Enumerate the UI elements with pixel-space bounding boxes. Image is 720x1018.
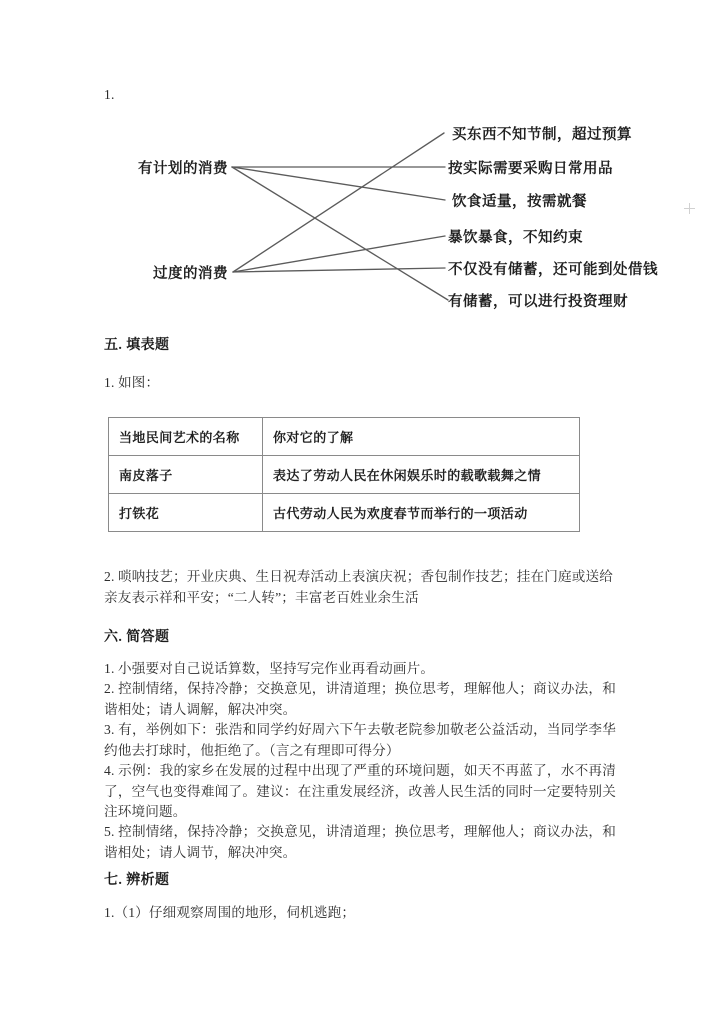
table-row xyxy=(109,494,580,532)
table-header-row xyxy=(109,418,580,456)
section-seven-answer-1: 1.（1）仔细观察周围的地形，伺机逃跑； xyxy=(104,905,356,920)
table-cell-description: 古代劳动人民为欢度春节而举行的一项活动 xyxy=(263,494,580,532)
matching-diagram xyxy=(100,100,700,315)
connection-excessive-r1 xyxy=(233,133,444,272)
table-cell-description: 表达了劳动人民在休闲娱乐时的载歌载舞之情 xyxy=(263,456,580,494)
section-six-answer-2: 2. 控制情绪，保持冷静；交换意见，讲清道理；换位思考，理解他人；商议办法，和谐相处；请人调解，解决冲突。 xyxy=(104,681,616,717)
matching-right-item-5[interactable]: 不仅没有储蓄，还可能到处借钱 xyxy=(448,262,658,278)
section-six-answer-5: 5. 控制情绪，保持冷静；交换意见，讲清道理；换位思考，理解他人；商议办法，和谐相处；请人调节，解决冲突。 xyxy=(104,824,616,860)
connection-excessive-r5 xyxy=(233,268,445,272)
section-five-item-1-label: 1. 如图： xyxy=(104,375,160,390)
section-six-answer-4: 4. 示例：我的家乡在发展的过程中出现了严重的环境问题，如天不再蓝了，水不再清了，空气也变得难闻了。建议：在注重发展经济，改善人民生活的同时一定要特别关注环境问题。 xyxy=(104,763,616,819)
crop-mark-icon xyxy=(684,203,695,214)
connection-planned-r3 xyxy=(232,167,445,200)
matching-left-item-planned[interactable]: 有计划的消费 xyxy=(138,161,228,177)
table-cell-name: 南皮落子 xyxy=(109,456,263,494)
section-heading-seven: 七. 辨析题 xyxy=(104,873,170,888)
folk-art-table-wrapper xyxy=(108,417,580,532)
matching-right-item-1[interactable]: 买东西不知节制，超过预算 xyxy=(452,127,632,143)
folk-art-table xyxy=(108,417,580,532)
matching-right-item-6[interactable]: 有储蓄，可以进行投资理财 xyxy=(448,294,628,310)
table-header-cell-description: 你对它的了解 xyxy=(263,418,580,456)
matching-right-item-4[interactable]: 暴饮暴食，不知约束 xyxy=(448,230,583,246)
matching-left-item-excessive[interactable]: 过度的消费 xyxy=(153,266,228,282)
table-row xyxy=(109,456,580,494)
section-six-answer-3: 3. 有，举例如下：张浩和同学约好周六下午去敬老院参加敬老公益活动，当同学李华约他去打球时，他拒绝了。（言之有理即可得分） xyxy=(104,722,616,758)
section-six-answer-1: 1. 小强要对自己说话算数，坚持写完作业再看动画片。 xyxy=(104,661,435,676)
table-header-cell-name: 当地民间艺术的名称 xyxy=(109,418,263,456)
connection-excessive-r4 xyxy=(233,236,445,272)
section-five-item-2-text: 2. 唢呐技艺；开业庆典、生日祝寿活动上表演庆祝；香包制作技艺；挂在门庭或送给亲友表示祥和平安；“二人转”；丰富老百姓业余生活 xyxy=(104,569,613,605)
matching-right-item-2[interactable]: 按实际需要采购日常用品 xyxy=(448,161,613,177)
connection-planned-r6 xyxy=(232,167,448,300)
table-cell-name: 打铁花 xyxy=(109,494,263,532)
section-heading-five: 五. 填表题 xyxy=(104,338,170,353)
section-heading-six: 六. 简答题 xyxy=(104,630,170,645)
matching-question-number: 1. xyxy=(104,87,115,102)
matching-right-item-3[interactable]: 饮食适量，按需就餐 xyxy=(452,194,587,210)
